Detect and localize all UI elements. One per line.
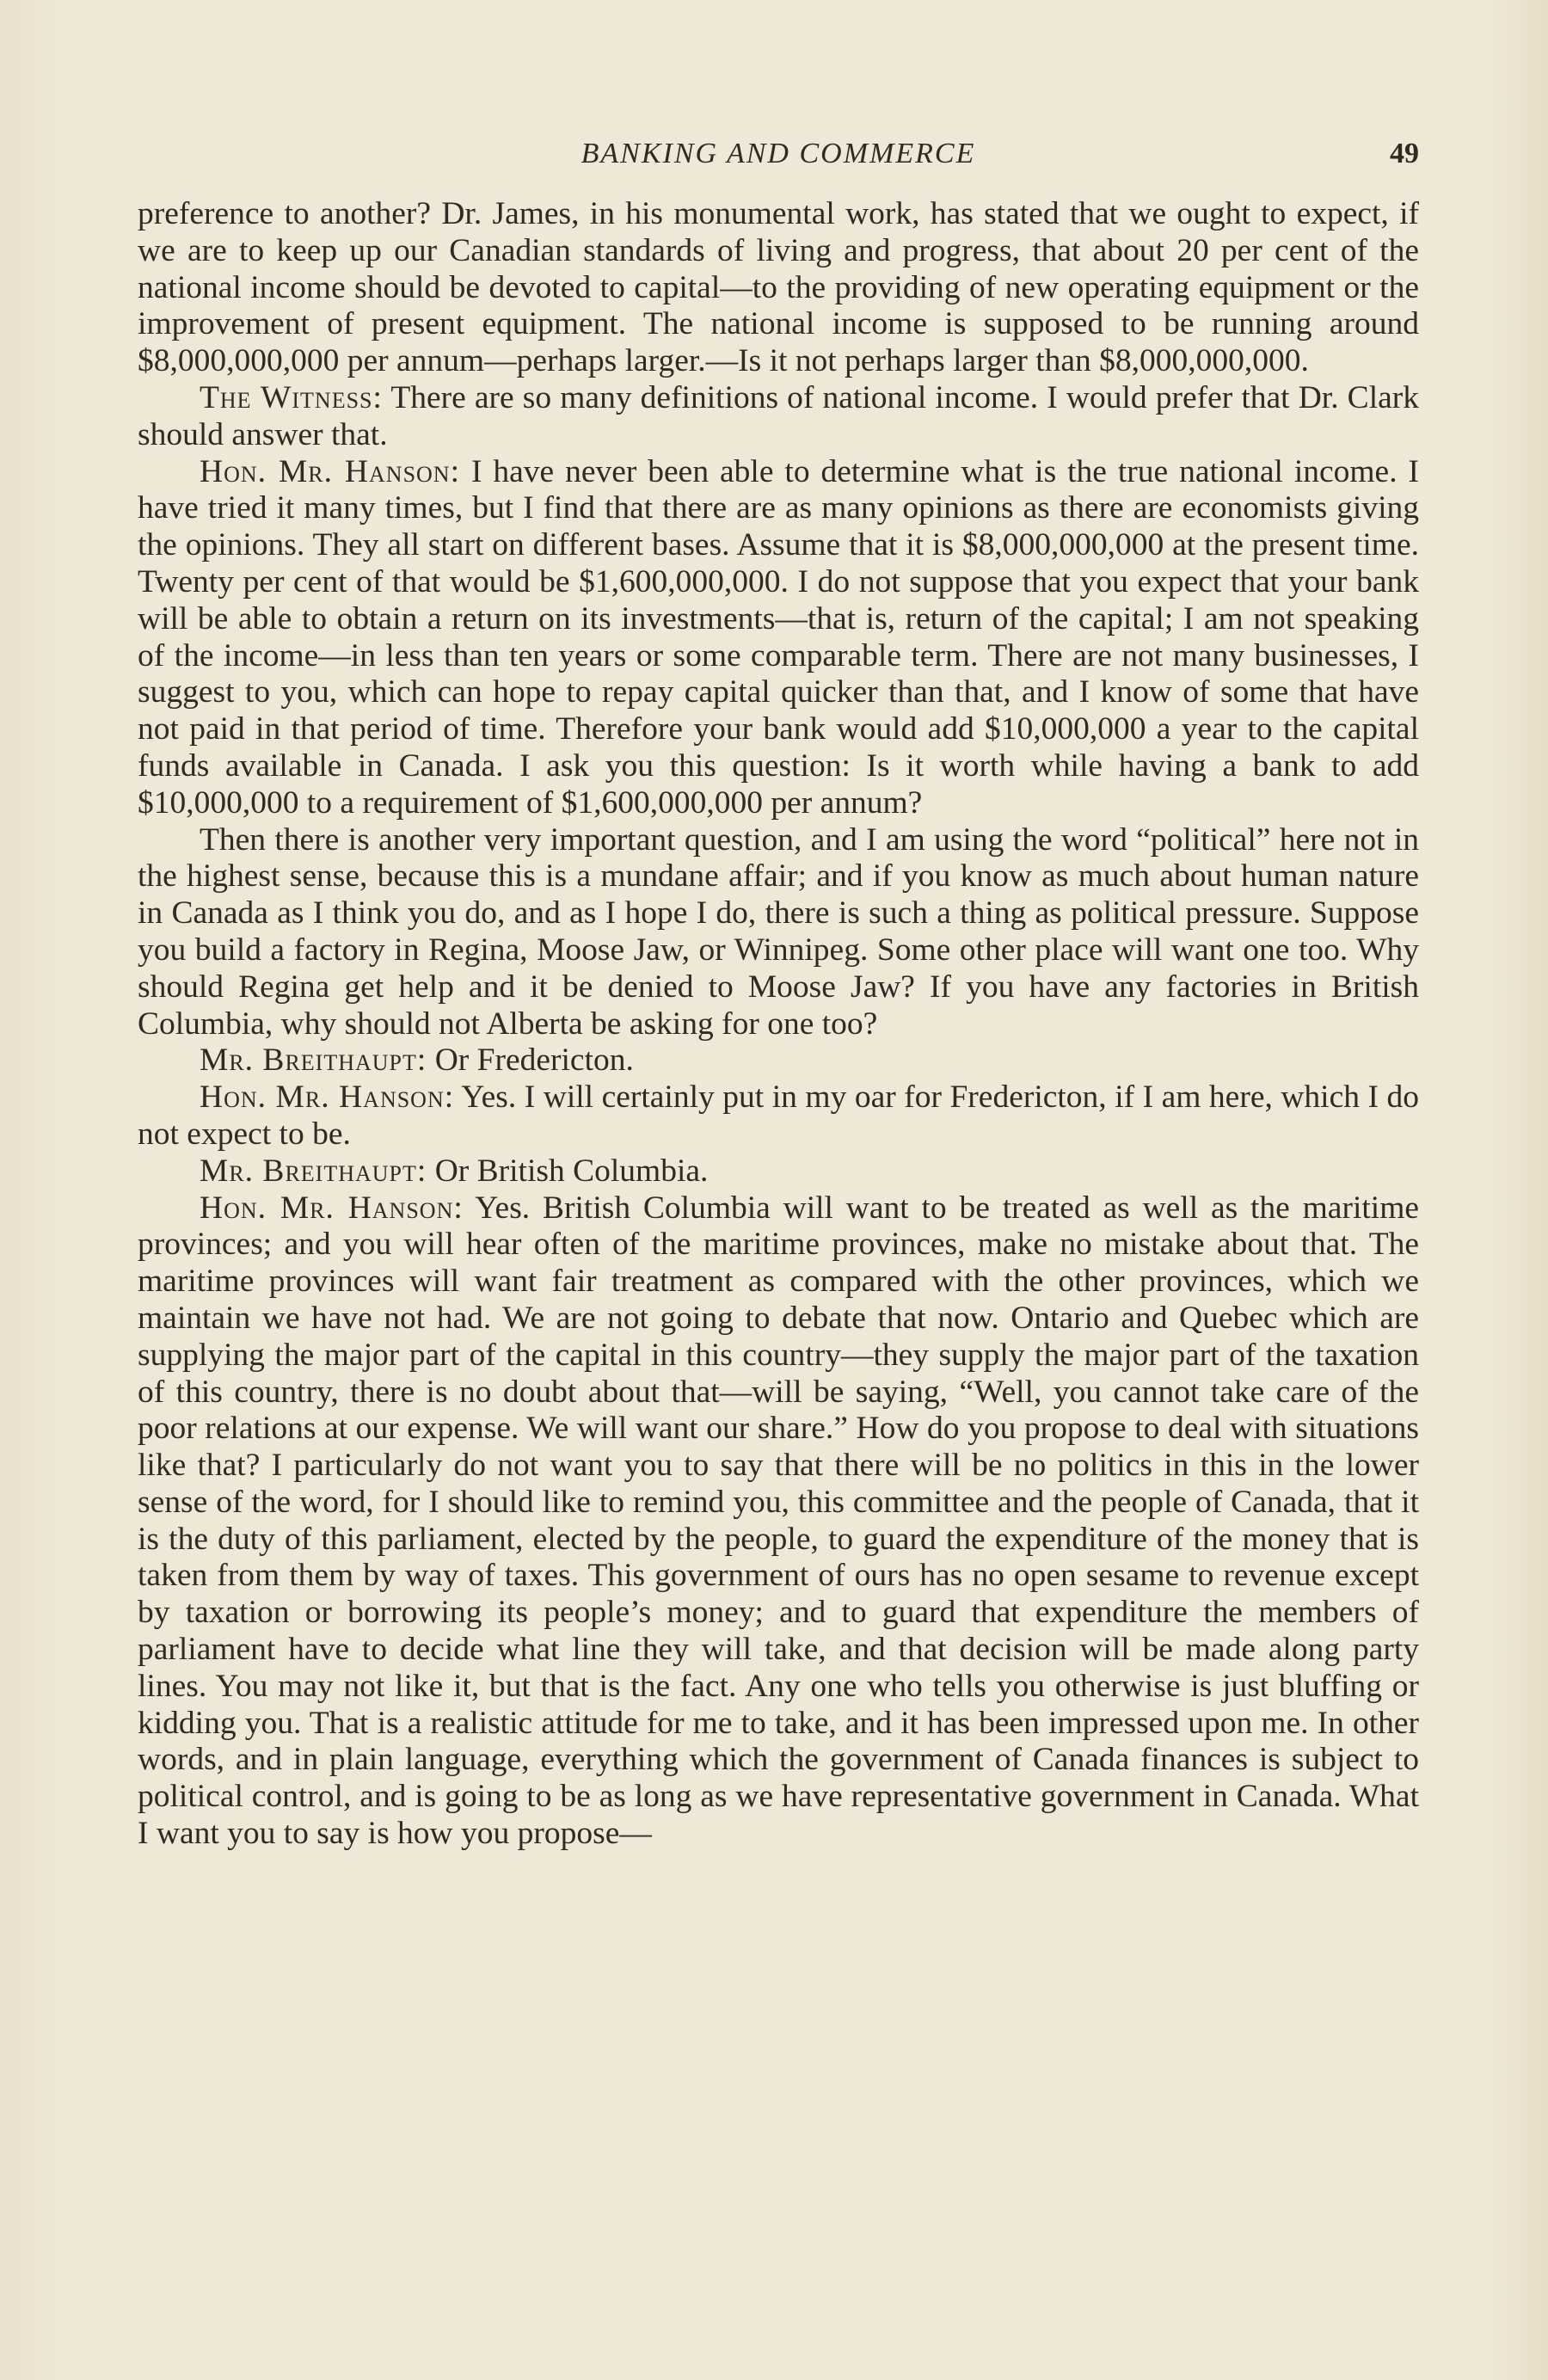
speaker-name: Mr. Breithaupt: (200, 1042, 427, 1079)
paragraph-text: Or British Columbia. (434, 1153, 709, 1189)
paragraph (138, 380, 1419, 454)
speaker-name: Mr. Breithaupt: (200, 1153, 427, 1189)
transcript-body (138, 196, 1419, 1853)
page-header (138, 138, 1419, 181)
speaker-name: Hon. Mr. Hanson: (200, 1079, 455, 1116)
speaker-name: Hon. Mr. Hanson: (200, 1190, 464, 1226)
paragraph-text: Yes. I will certainly put in my oar for Fredericton, if I am here, which I do not expect to be. (138, 1079, 1420, 1152)
speaker-name: Hon. Mr. Hanson: (200, 453, 460, 489)
paragraph-text: preference to another? Dr. James, in his monumental work, has stated that we ought to expect, if we are to keep up our Canadian standards of living and progress, that about 20 per cent of the national income should be devoted to capital—to the providing of new operating equipment or the improvement of present equipment. The national income is supposed to be running around $8,000,000,000 per annum—perhaps larger.—Is it not perhaps larger than $8,000,000,000. (138, 196, 1419, 379)
paragraph (138, 1190, 1419, 1853)
paragraph-text: There are so many definitions of national income. I would prefer that Dr. Clark should answer that. (138, 379, 1419, 452)
paragraph-text: Or Fredericton. (434, 1042, 634, 1079)
paragraph (138, 822, 1419, 1043)
paragraph (138, 1153, 1419, 1190)
paragraph (138, 196, 1419, 380)
speaker-name: The Witness: (200, 379, 383, 415)
paragraph (138, 1042, 1419, 1079)
paragraph (138, 1079, 1419, 1153)
paragraph-text: I have never been able to determine what is the true national income. I have tried it many times, but I find that there are as many opinions as there are economists giving the opinions. They all start on different bases. Assume that it is $8,000,000,000 at the present time. Twenty per cent of that would be $1,600,000,000. I do not suppose that you expect that your bank will be able to obtain a return on its investments—that is, return of the capital; I am not speaking of the income—in less than ten years or some comparable term. There are not many businesses, I suggest to you, which can hope to repay capital quicker than that, and I know of some that have not paid in that period of time. Therefore your bank would add $10,000,000 a year to the capital funds available in Canada. I ask you this question: Is it worth while having a bank to add $10,000,000 to a requirement of $1,600,000,000 per annum? (138, 453, 1419, 821)
page-number: 49 (1390, 138, 1419, 169)
paragraph-text: Then there is another very important question, and I am using the word “political” here not in the highest sense, because this is a mundane affair; and if you know as much about human nature in Canada as I think you do, and as I hope I do, there is such a thing as political pressure. Suppose you build a factory in Regina, Moose Jaw, or Winnipeg. Some other place will want one too. Why should Regina get help and it be denied to Moose Jaw? If you have any factories in British Columbia, why should not Alberta be asking for one too? (138, 821, 1419, 1042)
running-title: BANKING AND COMMERCE (580, 138, 976, 169)
paragraph (138, 454, 1419, 822)
paragraph-text: Yes. British Columbia will want to be treated as well as the maritime provinces; and you will hear often of the maritime provinces, make no mistake about that. The maritime provinces will want fair treatment as compared with the other provinces, which we maintain we have not had. We are not going to debate that now. Ontario and Quebec which are supplying the major part of the capital in this country—they supply the major part of the taxation of this country, there is no doubt about that—will be saying, “Well, you cannot take care of the poor relations at our expense. We will want our share.” How do you propose to deal with situations like that? I particularly do not want you to say that there will be no politics in this in the lower sense of the word, for I should like to remind you, this committee and the people of Canada, that it is the duty of this parliament, elected by the people, to guard the expenditure of the money that is taken from them by way of taxes. This government of ours has no open sesame to revenue except by taxation or borrowing its people’s money; and to guard that expenditure the members of parliament have to decide what line they will take, and that decision will be made along party lines. You may not like it, but that is the fact. Any one who tells you otherwise is just bluffing or kidding you. That is a realistic attitude for me to take, and it has been impressed upon me. In other words, and in plain language, everything which the government of Canada finances is subject to political control, and is going to be as long as we have representative government in Canada. What I want you to say is how you propose— (138, 1190, 1420, 1852)
